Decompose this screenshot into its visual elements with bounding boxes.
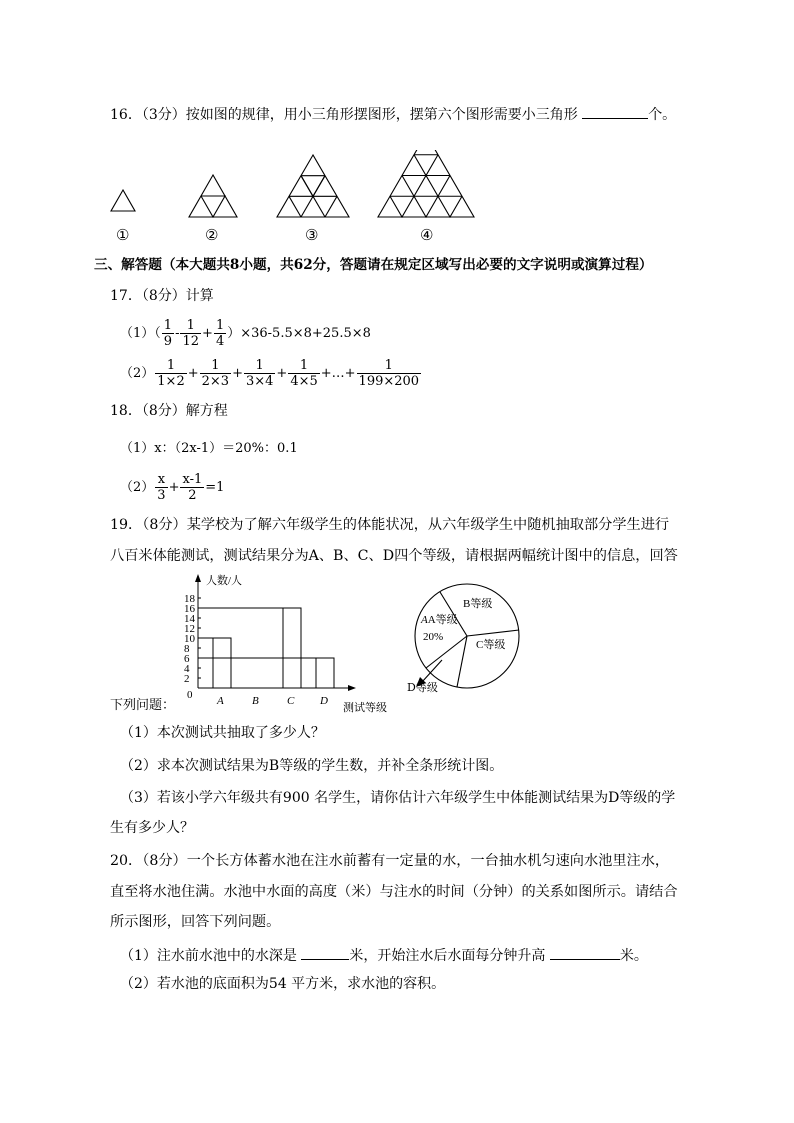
q20-line2: 直至将水池住满。水池中水面的高度（米）与注水的时间（分钟）的关系如图所示。请结合	[110, 884, 678, 900]
y-tick-label: 12	[184, 623, 195, 635]
x-category-label: B	[252, 695, 259, 707]
q16-text: 16．（3分）按如图的规律，用小三角形摆图形，摆第六个图形需要小三角形	[110, 107, 578, 123]
q20-sub2: （2）若水池的底面积为54 平方米，求水池的容积。	[120, 976, 446, 992]
fraction: $\frac{1}{4}$	[215, 318, 225, 349]
y-tick-label: 16	[184, 603, 195, 615]
figure-label-3: ③	[305, 226, 319, 244]
figure-1-triangle	[111, 190, 135, 211]
y-tick-label: 8	[184, 643, 190, 655]
bar-chart	[170, 570, 420, 720]
pie-label-c: C等级	[476, 639, 506, 651]
y-tick-label: 4	[184, 663, 190, 675]
y-tick-label: 2	[184, 673, 190, 685]
fraction: $\frac{1}{4\times 5}$	[290, 358, 318, 389]
fraction: $\frac{x}{3}$	[157, 472, 166, 503]
x-axis-arrow	[348, 685, 356, 691]
q18-title: 18．（8分）解方程	[110, 403, 228, 419]
pie-label-d: D等级	[407, 681, 438, 694]
fraction: $\frac{1}{3\times 4}$	[245, 358, 274, 389]
bar-C	[283, 608, 301, 688]
q18-part1: （1）x：（2x-1）＝20%：0.1	[120, 441, 298, 456]
q18-p2-rhs: =1	[205, 480, 225, 495]
q16-answer-blank[interactable]	[582, 104, 648, 119]
section-3-title: 三、解答题（本大题共8小题，共62分，答题请在规定区域写出必要的文字说明或演算过程）	[94, 257, 653, 273]
q19-sub3b: 生有多少人？	[110, 820, 194, 836]
q19-sub3a: （3）若该小学六年级共有900 名学生，请你估计六年级学生中体能测试结果为D等级的学	[120, 790, 676, 806]
q16-line	[110, 104, 676, 124]
x-category-label: C	[287, 695, 295, 707]
q20-line1: 20．（8分）一个长方体蓄水池在注水前蓄有一定量的水，一台抽水机匀速向水池里注水，	[110, 853, 670, 869]
fraction: $\frac{1}{1\times 2}$	[157, 358, 185, 389]
q20-depth-blank[interactable]	[301, 945, 349, 960]
q20-rate-blank[interactable]	[550, 945, 620, 960]
q17-part2: （2） $\frac{1}{1\times 2}$ + $\frac{1}{2\times 3}$ + $\frac{1}{3\times 4}$ + $\frac{1}{4\times 5}$ +…+ $\frac{1}{199\times 200}$	[120, 358, 420, 389]
q19-line2: 八百米体能测试，测试结果分为A、B、C、D四个等级，请根据两幅统计图中的信息，回答	[110, 548, 678, 564]
y-tick-label: 18	[184, 593, 195, 605]
pie-pct-a: 20%	[423, 631, 444, 643]
y-tick-label: 6	[184, 653, 190, 665]
q20-line3: 所示图形，回答下列问题。	[110, 914, 281, 930]
y-tick-label: 10	[184, 633, 195, 645]
q17-title: 17．（8分）计算	[110, 288, 214, 304]
figure-2-triangle	[189, 175, 237, 217]
q20-sub1-text-c: 米。	[619, 948, 648, 964]
figure-label-2: ②	[205, 226, 219, 244]
bar-A	[213, 638, 231, 688]
q18-part2: （2） $\frac{x}{3}$ + $\frac{x-1}{2}$ =1	[120, 472, 225, 503]
y-axis-label: 人数/人	[206, 575, 243, 587]
q20-sub1	[120, 945, 648, 965]
fraction: $\frac{1}{2\times 3}$	[201, 358, 230, 389]
figure-label-4: ④	[420, 226, 434, 244]
y-axis-arrow	[195, 574, 201, 582]
x-axis-label: 测试等级	[343, 702, 387, 714]
pie-divider-b-c	[467, 630, 519, 636]
q20-sub1-text-b: 米，开始注水后水面每分钟升高	[349, 948, 546, 964]
x-category-label: A	[217, 695, 224, 707]
pie-divider-c-d	[457, 636, 467, 687]
q19-line3: 下列问题：	[110, 698, 176, 713]
y-tick-label: 14	[184, 613, 195, 625]
q17-p2-label: （2）	[120, 366, 155, 381]
fraction: $\frac{1}{9}$	[163, 318, 173, 349]
q19-sub2: （2）求本次测试结果为B等级的学生数，并补全条形统计图。	[120, 758, 504, 774]
q17-p1-rest: ）×36-5.5×8+25.5×8	[227, 326, 371, 341]
q18-p2-label: （2）	[120, 480, 155, 495]
q16-suffix: 个。	[648, 107, 677, 123]
q17-part1: （1）（ $\frac{1}{9}$ - $\frac{1}{12}$ + $\frac{1}{4}$ ）×36-5.5×8+25.5×8	[120, 318, 371, 349]
q17-p1-label: （1）	[120, 326, 155, 341]
q19-line1: 19．（8分）某学校为了解六年级学生的体能状况，从六年级学生中随机抽取部分学生进行	[110, 517, 670, 533]
q19-sub1: （1）本次测试共抽取了多少人？	[120, 725, 325, 741]
pie-label-a: AA等级	[421, 614, 458, 626]
x-category-label: D	[320, 695, 328, 707]
origin-label: 0	[187, 689, 193, 701]
figure-label-1: ①	[116, 226, 130, 244]
bar-D	[316, 658, 334, 688]
figure-3-triangle	[277, 155, 349, 217]
fraction: $\frac{1}{199\times 200}$	[358, 358, 420, 389]
pie-label-b: B等级	[463, 598, 493, 610]
figure-4-triangle	[378, 150, 474, 217]
fraction: $\frac{1}{12}$	[182, 318, 200, 349]
q20-sub1-text-a: （1）注水前水池中的水深是	[120, 948, 297, 964]
q17-p1-paren: （	[154, 326, 161, 341]
fraction: $\frac{x-1}{2}$	[182, 472, 203, 503]
